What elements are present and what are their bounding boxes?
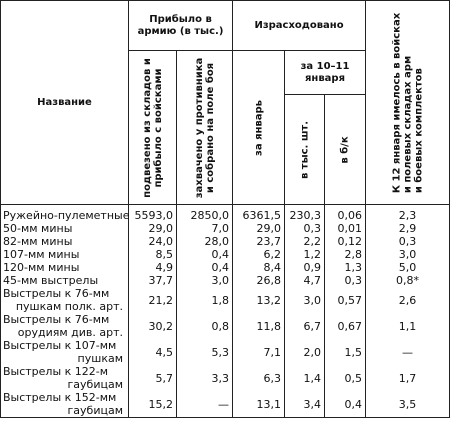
header-arrived-sub2-text: захвачено у противника и собрано на поле боя [193,57,216,198]
header-spent-bk-text: в б/к [339,135,351,164]
header-remaining-line2: и полевых складах арм [402,55,414,193]
row-value-v4: 4,7 [285,274,325,287]
row-value-v1: 5593,0 [129,205,177,223]
row-name-line1: Выстрелы к 76-мм [3,287,110,300]
row-value-v5: 2,8 [325,248,366,261]
row-value-v6: 2,3 [366,205,450,223]
row-value-v6: 2,6 [366,287,450,313]
header-remaining-line1: К 12 января имелось в войсках [391,12,403,193]
header-arrived-sub2 [177,51,233,205]
header-spent-period: за 10–11 января [285,51,366,95]
header-arrived-sub1 [129,51,177,205]
row-value-v5: 0,5 [325,365,366,391]
table-row [1,339,450,365]
row-value-v5: 1,3 [325,261,366,274]
header-remaining [366,1,450,205]
row-name: 50-мм мины [1,222,129,235]
row-value-v3: 23,7 [233,235,285,248]
header-remaining-line3: и боевых комплектов [413,67,425,193]
row-name-line2: гаубицам [67,404,123,417]
row-name [1,365,129,391]
header-arrived-sub1-text: подвезено из складов и прибыло с войсками [141,57,164,198]
row-value-v2: 0,4 [177,261,233,274]
row-name-line2: пушкам [77,352,123,365]
header-spent-month [233,51,285,205]
row-value-v6: 3,5 [366,391,450,418]
row-name-line2: пушкам полк. арт. [15,300,123,313]
table-body [1,205,450,418]
row-name [1,313,129,339]
row-value-v2: 0,4 [177,248,233,261]
row-name: Ружейно-пулеметные [1,205,129,223]
row-value-v5: 0,4 [325,391,366,418]
row-value-v5: 1,5 [325,339,366,365]
row-value-v3: 6,3 [233,365,285,391]
row-name [1,391,129,418]
row-value-v5: 0,01 [325,222,366,235]
row-value-v6: 5,0 [366,261,450,274]
row-value-v3: 11,8 [233,313,285,339]
row-value-v2: 0,8 [177,313,233,339]
table-row [1,235,450,248]
row-value-v6: — [366,339,450,365]
row-name [1,339,129,365]
row-value-v3: 6,2 [233,248,285,261]
row-value-v1: 37,7 [129,274,177,287]
table-row [1,261,450,274]
row-value-v5: 0,57 [325,287,366,313]
row-value-v4: 2,2 [285,235,325,248]
row-value-v1: 8,5 [129,248,177,261]
row-value-v3: 29,0 [233,222,285,235]
row-name: 120-мм мины [1,261,129,274]
row-value-v4: 230,3 [285,205,325,223]
row-value-v6: 1,7 [366,365,450,391]
row-value-v3: 26,8 [233,274,285,287]
row-name-line1: Выстрелы к 152-мм [3,391,117,404]
row-value-v4: 1,2 [285,248,325,261]
row-value-v3: 8,4 [233,261,285,274]
row-value-v1: 30,2 [129,313,177,339]
row-value-v4: 0,3 [285,222,325,235]
row-value-v2: 2850,0 [177,205,233,223]
row-value-v2: 3,0 [177,274,233,287]
row-name-line1: Выстрелы к 107-мм [3,339,117,352]
row-name-line1: Выстрелы к 76-мм [3,313,110,326]
table-row [1,391,450,418]
row-value-v4: 6,7 [285,313,325,339]
row-value-v6: 0,8* [366,274,450,287]
header-spent-thousand-text: в тыс. шт. [299,120,311,179]
row-value-v3: 7,1 [233,339,285,365]
row-value-v1: 29,0 [129,222,177,235]
row-name: 107-мм мины [1,248,129,261]
header-spent: Израсходовано [233,1,366,51]
row-value-v4: 2,0 [285,339,325,365]
row-value-v3: 6361,5 [233,205,285,223]
table-row [1,222,450,235]
table-row [1,274,450,287]
row-name: 45-мм выстрелы [1,274,129,287]
row-name-line2: гаубицам [67,378,123,391]
row-value-v4: 1,4 [285,365,325,391]
row-value-v2: 1,8 [177,287,233,313]
table-row [1,365,450,391]
row-value-v1: 5,7 [129,365,177,391]
row-value-v2: 5,3 [177,339,233,365]
row-value-v4: 0,9 [285,261,325,274]
row-value-v5: 0,67 [325,313,366,339]
header-spent-thousand [285,95,325,205]
row-value-v6: 2,9 [366,222,450,235]
header-name: Название [1,1,129,205]
row-value-v5: 0,12 [325,235,366,248]
row-value-v6: 3,0 [366,248,450,261]
row-value-v4: 3,0 [285,287,325,313]
header-spent-month-text: за январь [253,99,265,156]
row-value-v2: 28,0 [177,235,233,248]
row-name-line2: орудиям див. арт. [17,326,123,339]
row-value-v1: 4,5 [129,339,177,365]
table-row [1,248,450,261]
row-value-v2: 3,3 [177,365,233,391]
header-arrived: Прибыло в армию (в тыс.) [129,1,233,51]
row-name-line1: Выстрелы к 122-м [3,365,109,378]
row-value-v2: 7,0 [177,222,233,235]
row-value-v6: 0,3 [366,235,450,248]
table-row [1,287,450,313]
table-row [1,205,450,223]
row-value-v4: 3,4 [285,391,325,418]
row-value-v2: — [177,391,233,418]
row-value-v6: 1,1 [366,313,450,339]
row-value-v5: 0,3 [325,274,366,287]
row-value-v5: 0,06 [325,205,366,223]
table-row [1,313,450,339]
row-name [1,287,129,313]
row-value-v1: 24,0 [129,235,177,248]
row-value-v1: 21,2 [129,287,177,313]
row-value-v3: 13,2 [233,287,285,313]
row-name: 82-мм мины [1,235,129,248]
row-value-v1: 4,9 [129,261,177,274]
row-value-v1: 15,2 [129,391,177,418]
row-value-v3: 13,1 [233,391,285,418]
header-spent-bk [325,95,366,205]
